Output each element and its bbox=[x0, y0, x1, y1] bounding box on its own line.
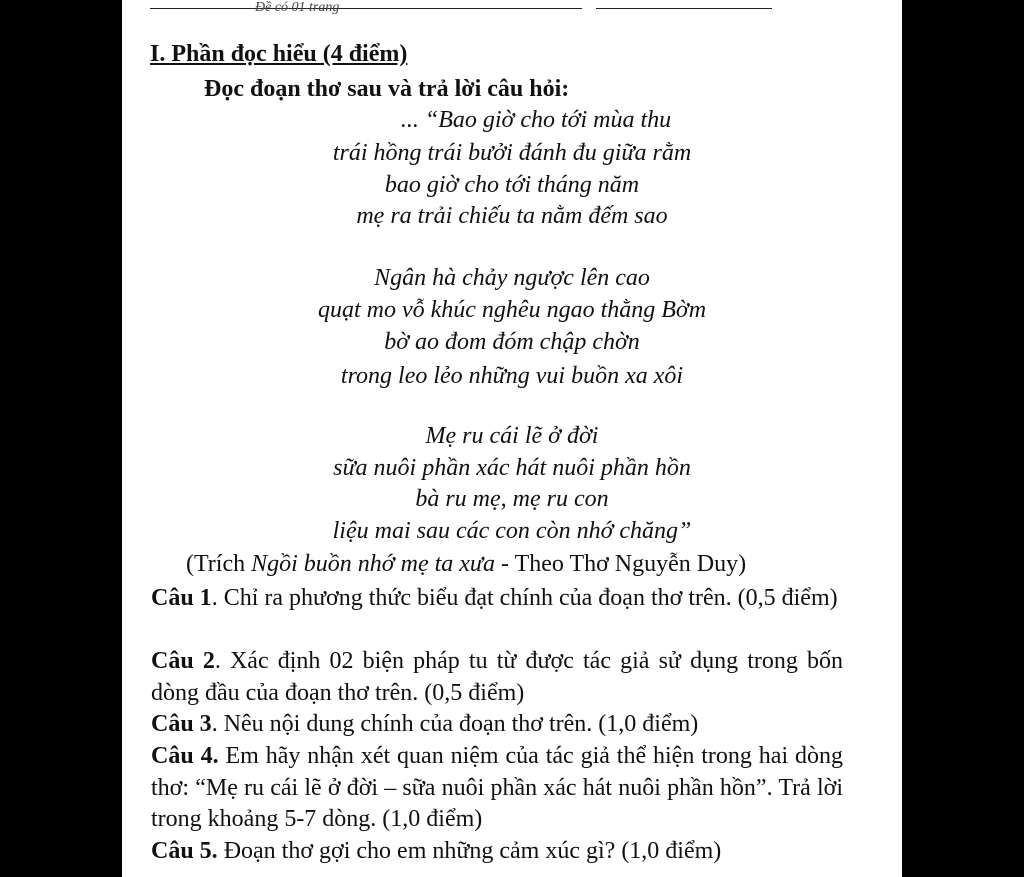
question-text: . Xác định 02 biện pháp tu từ được tác giả sử dụng trong bốn dòng đầu của đoạn thơ trên. (0,5 điểm) bbox=[151, 648, 843, 706]
poem-line: Mẹ ru cái lẽ ở đời bbox=[425, 423, 599, 449]
poem-line: ... “Bao giờ cho tới mùa thu bbox=[400, 107, 672, 133]
question-label: Câu 4. bbox=[151, 743, 219, 769]
question-5 bbox=[151, 836, 843, 868]
poem-line: trái hồng trái bưởi đánh đu giữa rằm bbox=[332, 140, 692, 166]
poem-line: bà ru mẹ, mẹ ru con bbox=[415, 486, 609, 512]
source-title: Ngồi buồn nhớ mẹ ta xưa bbox=[251, 551, 496, 577]
question-4 bbox=[151, 741, 843, 836]
poem-line: liệu mai sau các con còn nhớ chăng” bbox=[332, 518, 692, 544]
question-text: Em hãy nhận xét quan niệm của tác giả thể hiện trong hai dòng thơ: “Mẹ ru cái lẽ ở đời – sữa nuôi phần xác hát nuôi phần hồn”. Trả lời trong khoảng 5-7 dòng. (1,0 điểm) bbox=[151, 743, 844, 832]
question-text: . Chỉ ra phương thức biểu đạt chính của đoạn thơ trên. (0,5 điểm) bbox=[211, 585, 838, 611]
question-3 bbox=[151, 709, 843, 741]
question-text: . Nêu nội dung chính của đoạn thơ trên. (1,0 điểm) bbox=[211, 711, 699, 737]
section-heading: I. Phần đọc hiểu (4 điểm) bbox=[150, 41, 408, 67]
header-fragment: Đề có 01 trang bbox=[255, 0, 340, 15]
source-open: (Trích bbox=[186, 551, 252, 577]
instruction: Đọc đoạn thơ sau và trả lời câu hỏi: bbox=[204, 76, 570, 102]
poem-line: bao giờ cho tới tháng năm bbox=[384, 172, 640, 198]
question-1 bbox=[151, 583, 843, 615]
poem-line: bờ ao đom đóm chập chờn bbox=[384, 329, 640, 355]
question-2 bbox=[151, 646, 843, 709]
header-rule-left bbox=[150, 0, 582, 15]
question-label: Câu 1 bbox=[151, 585, 212, 611]
source-rest: - Theo Thơ Nguyễn Duy) bbox=[495, 551, 747, 577]
poem-line: quạt mo vỗ khúc nghêu ngao thằng Bờm bbox=[317, 297, 707, 323]
poem-line: trong leo lẻo những vui buồn xa xôi bbox=[340, 363, 684, 389]
poem-line: Ngân hà chảy ngược lên cao bbox=[374, 265, 650, 291]
header-rule-right bbox=[596, 8, 772, 9]
question-label: Câu 2 bbox=[151, 648, 215, 674]
question-text: Đoạn thơ gợi cho em những cảm xúc gì? (1,0 điểm) bbox=[217, 838, 722, 864]
question-label: Câu 5. bbox=[151, 838, 218, 864]
poem-line: mẹ ra trải chiếu ta nằm đếm sao bbox=[356, 203, 668, 229]
poem-source bbox=[186, 550, 746, 578]
poem-line: sữa nuôi phần xác hát nuôi phần hồn bbox=[333, 455, 691, 481]
document-page bbox=[122, 0, 902, 877]
question-label: Câu 3 bbox=[151, 711, 212, 737]
